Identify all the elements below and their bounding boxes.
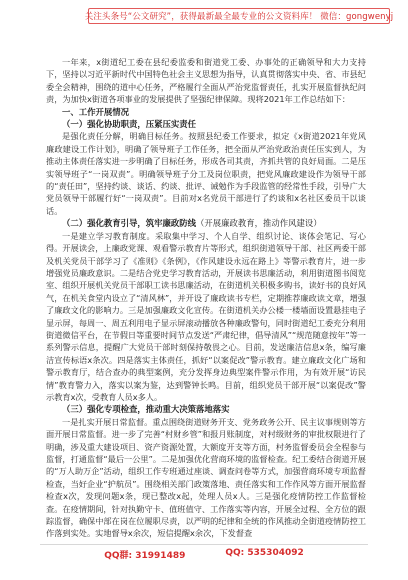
subheading-2-title: （二）强化教育引导，筑牢廉政防线	[62, 218, 196, 229]
footer-qq-group: QQ群: 31991489	[104, 551, 186, 561]
paragraph-2: 一是建立学习教育制度。采取集中学习、个人自学、组织讨论、谈体会笔记、写心得。开展读会，上廉政党课、观看警示教育片等形式，组织街道领导干部、社区两委干部及机关党员干部学习了《准则》《条例》，《作风建设永远在路上》等警示教育片，进一步增强党员廉政意识。二是结合党史学习教育活动，开展读书思廉活动，利用街道图书阅览室、组织开展机关党员干部职工读书思廉活动，在街道机关积极多购书，读好书的良好风气，在机关食堂内设立了“清风林”，并开设了廉政读书专栏，定期推荐廉政读文章，增强了廉政文化的影响力。三是加强廉政文化宣传。在街道机关办公楼一楼墙面设置悬挂电子显示屏，每周一、周五利用电子显示屏滚动播放各种廉政警句，同时街道纪工委充分利用街道微信平台，在节假日等重要时间节点发送“严肃纪律，倡导清风”“规范随意按年”等一系列警示信息，提醒广大党员干部时刻保持敬畏之心。目前，发送廉洁信息x条，编写廉洁宣传标语x条次。四是落实主体责任，抓好“以案促改”警示教育。建立廉政文化广场和警示教育厅，结合查办的典型案例，充分发挥身边典型案件警示作用，为有效开展“访民情”教育警力入，落实以案为鉴，达到警钟长鸣。目前，组织党员干部开展“以案促改”警示教育x次，受教育人员x多人。	[46, 230, 366, 402]
subheading-1: （一）强化协助职责，压紧压实责任	[62, 119, 196, 130]
footer-divider	[40, 544, 368, 545]
intro-paragraph: 一年来，x街道纪工委在县纪委监委和街道党工委、办事处的正确领导和大力支持下，坚持以习近平新时代中国特色社会主义思想为指导，认真贯彻落实中央、省、市县纪委全会精神，围绕的道中心任务，严格履行全面从严治党监督责任，扎实开展监督执纪问责，为加快x街道各项事业的发展提供了坚强纪律保障。现将2021年工作总结如下：	[46, 57, 366, 105]
footer-qq: QQ: 535304092	[225, 548, 304, 558]
subheading-2	[46, 217, 366, 229]
subheading-2-note: （开展廉政教育，推动作风建设）	[196, 218, 322, 229]
subheading-3: （三）强化专项检查，推动重大决策落地落实	[62, 404, 230, 415]
promo-banner: 关注头条号“公文研究”，获得最新最全最专业的公文资料库！ 微信：gongwenyj	[88, 8, 390, 24]
document-body	[46, 56, 366, 540]
paragraph-1: 是强化责任分解，明确目标任务。按照县纪委工作要求，拟定《x街道2021年党风廉政建设工作计划》，明确了领导班子工作任务，把全面从严治党政治责任压实到人，为推动主体责任落实进一步明确了目标任务，形成各司其责，齐抓共管的良好局面。二是压实领导班子“一岗双责”。明确领导班子分工及岗位职责，把党风廉政建设作为领导干部的“责任田”，坚持约谈、谈话、约谈、批评、诫勉作为手段监管的经常性手段，引导广大党员领导干部履行好“一岗双责”。目前对x名党员干部进行了约谈和x名社区委员干以谈话。	[46, 131, 366, 216]
footer	[0, 548, 408, 562]
section-heading: 一、工作开展情况	[62, 106, 129, 117]
paragraph-3: 一是扎实开展日常监督。重点围绕街道财务开支、党务政务公开、民主议事规则等方面开展日常监督。进一步了完善“村财乡管”和报月账制度，对村级财务的审批权限进行了明确，涉及重大建设项目、资产资源处置，大额度开支等方面，村务监督委员会全程参与监督，打通监督“最后一公里”。二是加强优化营商环境的监督检查。纪工委结合街道开展的“万人助万企”活动，组织工作专班通过座谈、调查问卷等方式，加强营商环境专项监督检查，当好企业“护航员”。围绕相关部门政策落地、责任落实和工作作风等方面开展监督检查x次，发现问题x条，现已整改x起，处理人员x人。三是强化疫情防控工作监督检查。在疫情期间，针对执勤守卡、值班值守、工作落实等内容，开展全过程、全方位的跟踪监督，确保中部在岗在位履职尽责，以严明的纪律和全统的作风推动全街道疫情防控工作落到实处。实地督导x余次，短信提醒x余次，下发督查	[46, 416, 366, 539]
